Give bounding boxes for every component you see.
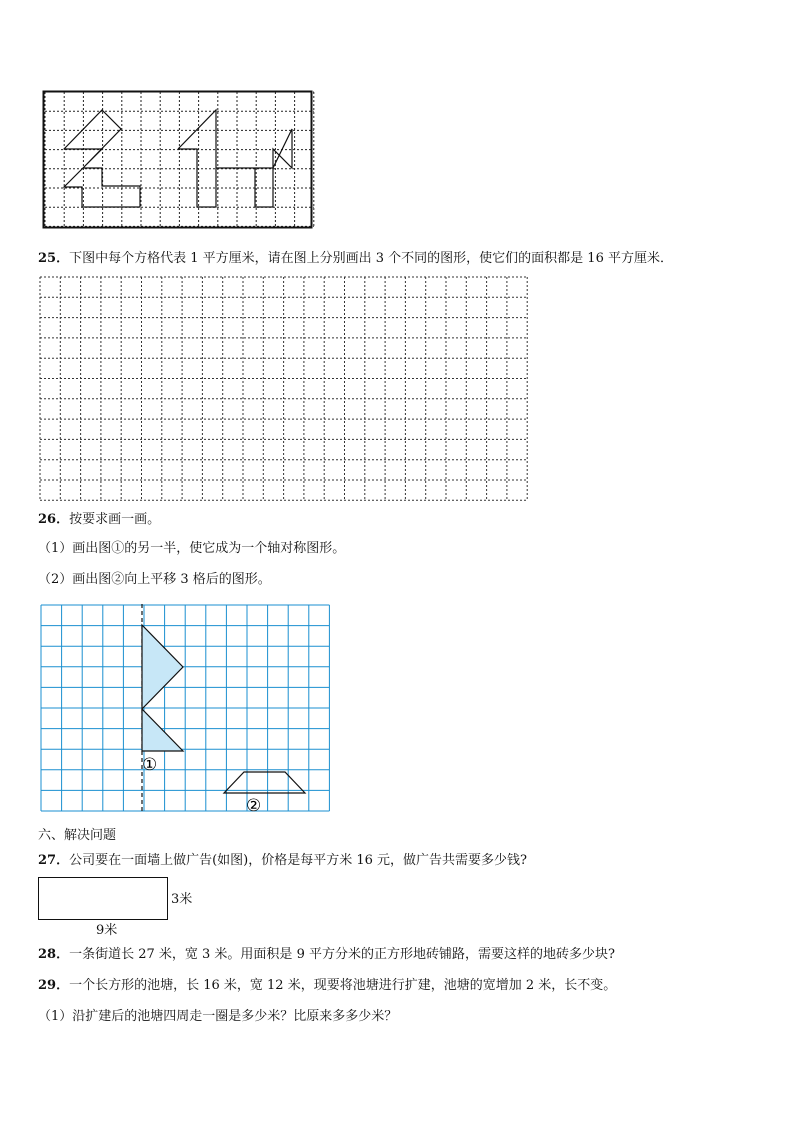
question-text: 一条街道长 27 米，宽 3 米。用面积是 9 平方分米的正方形地砖铺路，需要这样的地砖多少块? [69,947,615,962]
question-26-part-1: （1）画出图①的另一半，使它成为一个轴对称图形。 [38,541,346,556]
question-number: 29． [38,978,70,993]
figure-dotted-grid [42,90,332,232]
question-25 [38,251,673,267]
section-title: 六、解决问题 [38,828,117,843]
width-label: 9米 [96,923,118,938]
question-29-part-1: （1）沿扩建后的池塘四周走一圈是多少米？比原来多多少米？ [38,1009,398,1024]
question-27 [38,853,527,869]
shape-1-half [142,625,183,751]
question-text: 公司要在一面墙上做广告(如图)，价格是每平方米 16 元，做广告共需要多少钱? [69,853,528,868]
height-label: 3米 [171,892,193,907]
question-text: 一个长方形的池塘，长 16 米，宽 12 米，现要将池塘进行扩建，池塘的宽增加 2 米，长不变。 [69,978,617,993]
shape-2-label: ② [246,796,262,815]
question-text: 下图中每个方格代表 1 平方厘米，请在图上分别画出 3 个不同的图形，使它们的面积都是 16 平方厘米． [69,251,673,266]
left-tangram-shape [64,110,140,207]
question-number: 28． [38,947,70,962]
question-28 [38,947,615,963]
question-26 [38,512,160,528]
ad-rectangle [38,877,168,920]
question-number: 25． [38,251,70,266]
question-text: 按要求画一画。 [69,512,161,527]
question-29 [38,978,616,994]
blue-grid-figure[interactable] [40,604,332,818]
shape-1-label: ① [142,755,158,774]
question-26-part-2: （2）画出图②向上平移 3 格后的图形。 [38,572,271,587]
shape-2-trapezoid [224,772,305,793]
answer-dotted-grid[interactable] [39,276,529,500]
question-number: 27． [38,853,70,868]
question-number: 26． [38,512,70,527]
